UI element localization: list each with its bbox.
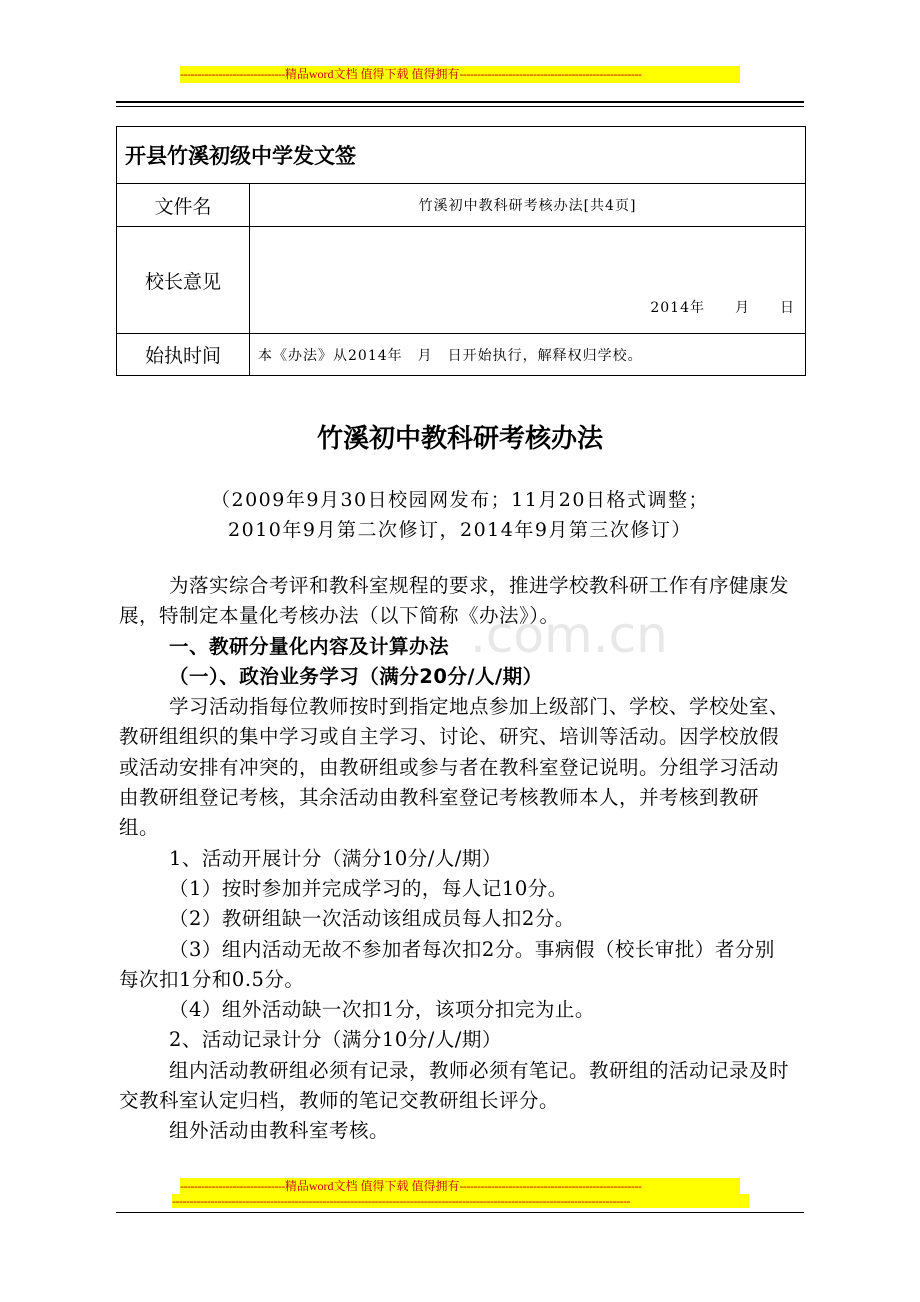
filename-label: 文件名 bbox=[117, 184, 250, 227]
record-paragraph: 组内活动教研组必须有记录，教师必须有笔记。教研组的活动记录及时交教科室认定归档，教师的笔记交教研组长评分。 bbox=[119, 1058, 790, 1113]
watermark: .com.cn bbox=[470, 606, 668, 664]
subtitle-line-2: 2010年9月第二次修订，2014年9月第三次修订） bbox=[228, 519, 692, 541]
header-dashes-right: ---------------------------------------------------- bbox=[459, 67, 642, 81]
document-body bbox=[119, 571, 791, 1147]
footer-dash-line-text: ----------------------------------------------------------------------------------------------------------------------------------- bbox=[172, 1194, 630, 1208]
rule-3: （3）组内活动无故不参加者每次扣2分。事病假（校长审批）者分别每次扣1分和0.5分。 bbox=[119, 937, 775, 991]
header-rule-2 bbox=[116, 106, 804, 107]
filename-value: 竹溪初中教科研考核办法[共4页] bbox=[250, 184, 806, 227]
principal-opinion-label: 校长意见 bbox=[117, 227, 250, 334]
intro-paragraph: 为落实综合考评和教科室规程的要求，推进学校教科研工作有序健康发展，特制定本量化考核办法（以下简称《办法》）。 bbox=[119, 574, 790, 628]
subtitle-line-1: （2009年9月30日校园网发布；11月20日格式调整； bbox=[211, 489, 709, 511]
rule-4: （4）组外活动缺一次扣1分，该项分扣完为止。 bbox=[169, 998, 595, 1022]
item-activity-score: 1、活动开展计分（满分10分/人/期） bbox=[169, 846, 502, 870]
subsection-heading: （一）、政治业务学习（满分20分/人/期） bbox=[169, 664, 543, 688]
footer-dashes-right: ---------------------------------------------------- bbox=[459, 1179, 642, 1193]
header-banner bbox=[180, 66, 740, 83]
form-title: 开县竹溪初级中学发文签 bbox=[117, 127, 806, 184]
header-banner-text: 精品word文档 值得下载 值得拥有 bbox=[284, 67, 460, 81]
footer-banner bbox=[180, 1178, 740, 1195]
footer-dash-line bbox=[172, 1194, 749, 1208]
sign-off-form bbox=[116, 126, 806, 376]
rule-2: （2）教研组缺一次活动该组成员每人扣2分。 bbox=[169, 907, 575, 931]
rule-1: （1）按时参加并完成学习的，每人记10分。 bbox=[169, 876, 568, 900]
section-heading: 一、教研分量化内容及计算办法 bbox=[169, 634, 450, 658]
document-title: 竹溪初中教科研考核办法 bbox=[316, 424, 603, 454]
item-record-score: 2、活动记录计分（满分10分/人/期） bbox=[169, 1028, 502, 1052]
principal-opinion-date: 2014年 月 日 bbox=[250, 227, 806, 334]
footer-dashes-left: ------------------------------ bbox=[180, 1179, 285, 1193]
external-activity-paragraph: 组外活动由教科室考核。 bbox=[169, 1119, 390, 1143]
header-rule-1 bbox=[116, 101, 804, 103]
footer-banner-text: 精品word文档 值得下载 值得拥有 bbox=[284, 1179, 460, 1193]
study-activity-paragraph: 学习活动指每位教师按时到指定地点参加上级部门、学校、学校处室、教研组组织的集中学习或自主学习、讨论、研究、培训等活动。因学校放假或活动安排有冲突的，由教研组或参与者在教科室登记说明。分组学习活动由教研组登记考核，其余活动由教科室登记考核教师本人，并考核到教研组。 bbox=[119, 695, 790, 840]
footer-rule bbox=[116, 1212, 804, 1213]
start-time-value: 本《办法》从2014年 月 日开始执行，解释权归学校。 bbox=[250, 334, 806, 376]
start-time-label: 始执时间 bbox=[117, 334, 250, 376]
header-dashes-left: ------------------------------ bbox=[180, 67, 285, 81]
